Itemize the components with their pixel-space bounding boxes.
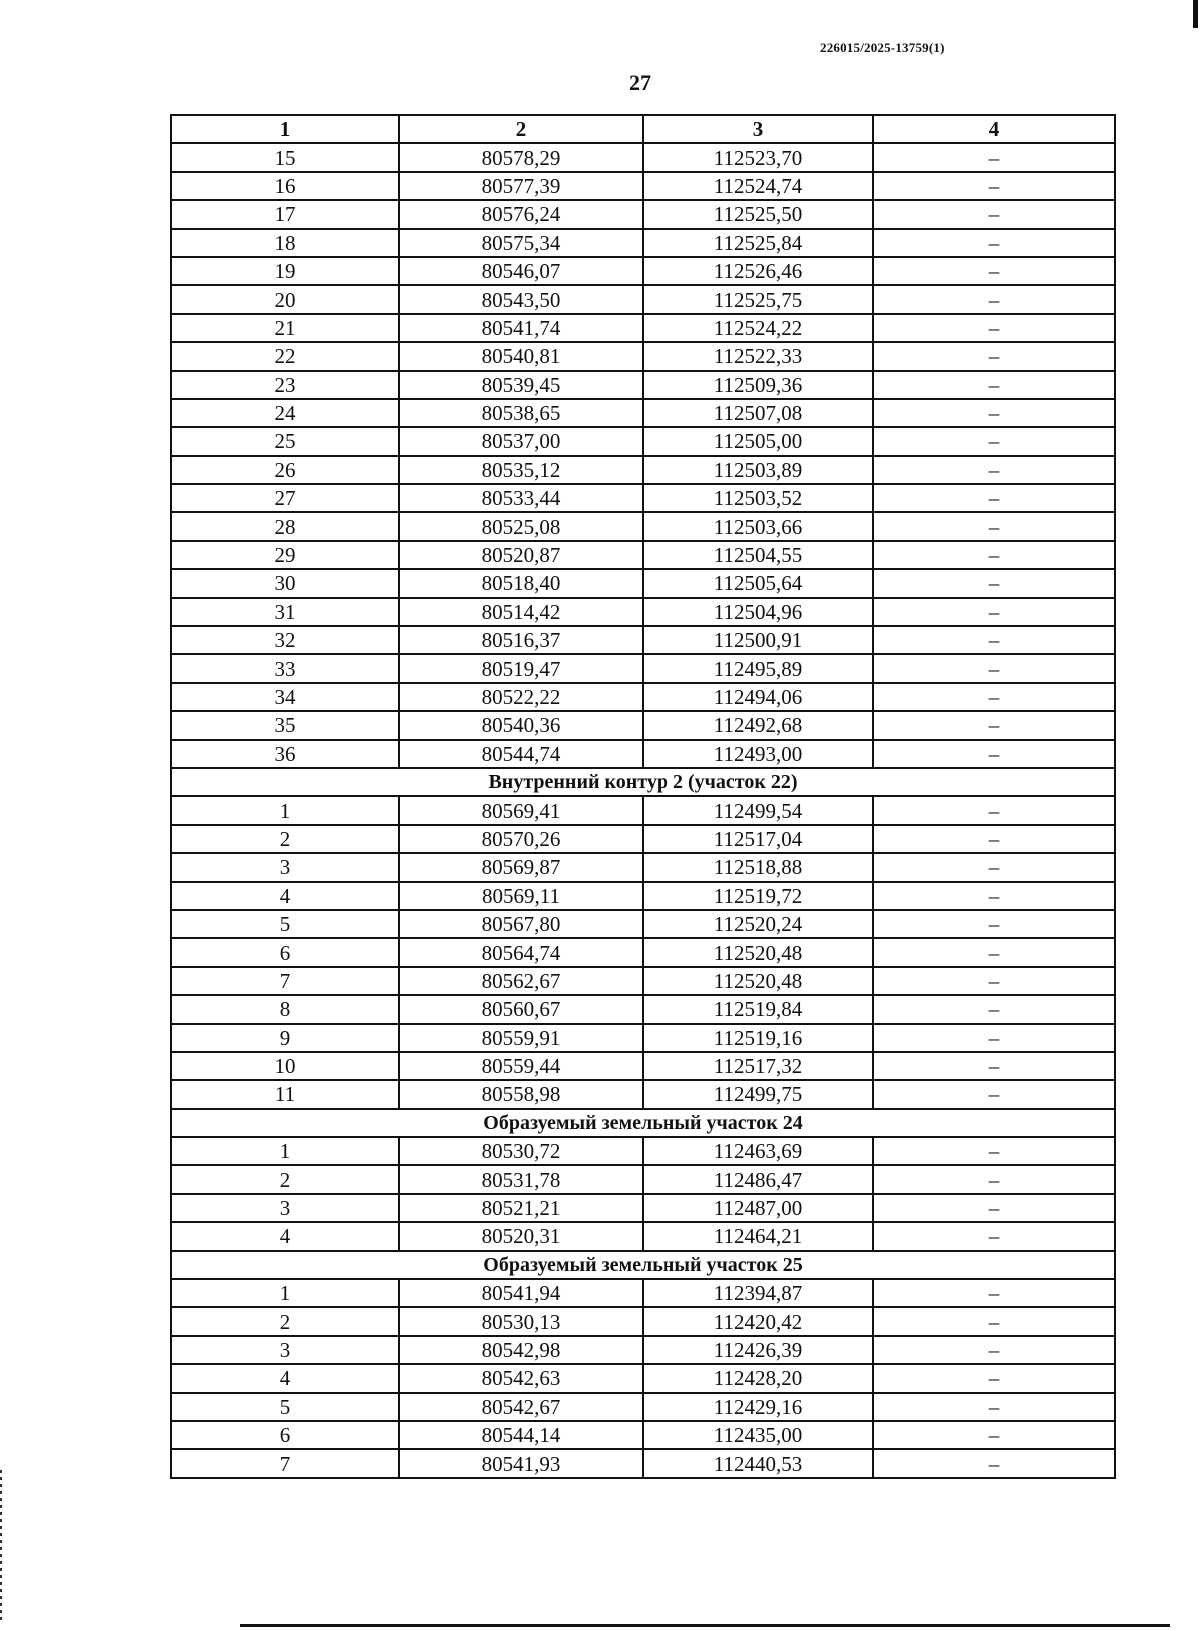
description-cell: – [873, 1137, 1115, 1165]
section-heading: Внутренний контур 2 (участок 22) [171, 768, 1115, 796]
table-row [171, 853, 1115, 881]
table-row [171, 456, 1115, 484]
point-number-cell: 18 [171, 229, 399, 257]
table-row [171, 711, 1115, 739]
y-coordinate-cell: 112500,91 [643, 626, 873, 654]
point-number-cell: 31 [171, 598, 399, 626]
x-coordinate-cell: 80525,08 [399, 512, 643, 540]
point-number-cell: 5 [171, 1393, 399, 1421]
description-cell: – [873, 427, 1115, 455]
point-number-cell: 2 [171, 825, 399, 853]
document-registration-number: 226015/2025-13759(1) [820, 40, 945, 55]
description-cell: – [873, 825, 1115, 853]
point-number-cell: 34 [171, 683, 399, 711]
x-coordinate-cell: 80542,98 [399, 1336, 643, 1364]
description-cell: – [873, 967, 1115, 995]
y-coordinate-cell: 112520,48 [643, 938, 873, 966]
table-row [171, 1336, 1115, 1364]
y-coordinate-cell: 112505,00 [643, 427, 873, 455]
point-number-cell: 20 [171, 285, 399, 313]
point-number-cell: 30 [171, 569, 399, 597]
y-coordinate-cell: 112523,70 [643, 143, 873, 171]
column-header-x: 2 [399, 115, 643, 143]
point-number-cell: 11 [171, 1080, 399, 1108]
description-cell: – [873, 1307, 1115, 1335]
scan-right-edge-mark [1193, 0, 1198, 28]
y-coordinate-cell: 112463,69 [643, 1137, 873, 1165]
description-cell: – [873, 995, 1115, 1023]
point-number-cell: 19 [171, 257, 399, 285]
y-coordinate-cell: 112429,16 [643, 1393, 873, 1421]
x-coordinate-cell: 80518,40 [399, 569, 643, 597]
x-coordinate-cell: 80558,98 [399, 1080, 643, 1108]
x-coordinate-cell: 80559,44 [399, 1052, 643, 1080]
table-row [171, 683, 1115, 711]
y-coordinate-cell: 112519,72 [643, 882, 873, 910]
description-cell: – [873, 1222, 1115, 1250]
y-coordinate-cell: 112503,66 [643, 512, 873, 540]
description-cell: – [873, 938, 1115, 966]
y-coordinate-cell: 112517,32 [643, 1052, 873, 1080]
table-row [171, 200, 1115, 228]
description-cell: – [873, 257, 1115, 285]
description-cell: – [873, 1449, 1115, 1477]
description-cell: – [873, 314, 1115, 342]
x-coordinate-cell: 80530,13 [399, 1307, 643, 1335]
point-number-cell: 16 [171, 172, 399, 200]
x-coordinate-cell: 80567,80 [399, 910, 643, 938]
description-cell: – [873, 1279, 1115, 1307]
point-number-cell: 2 [171, 1307, 399, 1335]
y-coordinate-cell: 112517,04 [643, 825, 873, 853]
description-cell: – [873, 172, 1115, 200]
description-cell: – [873, 1080, 1115, 1108]
point-number-cell: 6 [171, 938, 399, 966]
column-header-y: 3 [643, 115, 873, 143]
point-number-cell: 4 [171, 882, 399, 910]
section-heading-row [171, 1109, 1115, 1137]
x-coordinate-cell: 80543,50 [399, 285, 643, 313]
y-coordinate-cell: 112492,68 [643, 711, 873, 739]
point-number-cell: 25 [171, 427, 399, 455]
description-cell: – [873, 229, 1115, 257]
table-row [171, 1307, 1115, 1335]
x-coordinate-cell: 80535,12 [399, 456, 643, 484]
y-coordinate-cell: 112435,00 [643, 1421, 873, 1449]
y-coordinate-cell: 112505,64 [643, 569, 873, 597]
x-coordinate-cell: 80562,67 [399, 967, 643, 995]
description-cell: – [873, 456, 1115, 484]
y-coordinate-cell: 112526,46 [643, 257, 873, 285]
description-cell: – [873, 1393, 1115, 1421]
column-header-description: 4 [873, 115, 1115, 143]
point-number-cell: 5 [171, 910, 399, 938]
point-number-cell: 4 [171, 1222, 399, 1250]
y-coordinate-cell: 112522,33 [643, 342, 873, 370]
table-row [171, 825, 1115, 853]
point-number-cell: 21 [171, 314, 399, 342]
point-number-cell: 36 [171, 740, 399, 768]
description-cell: – [873, 796, 1115, 824]
section-heading: Образуемый земельный участок 24 [171, 1109, 1115, 1137]
point-number-cell: 33 [171, 654, 399, 682]
table-row [171, 1024, 1115, 1052]
table-row [171, 796, 1115, 824]
table-row [171, 598, 1115, 626]
section-heading: Образуемый земельный участок 25 [171, 1251, 1115, 1279]
y-coordinate-cell: 112494,06 [643, 683, 873, 711]
point-number-cell: 1 [171, 1137, 399, 1165]
table-row [171, 371, 1115, 399]
point-number-cell: 22 [171, 342, 399, 370]
x-coordinate-cell: 80569,11 [399, 882, 643, 910]
table-row [171, 172, 1115, 200]
x-coordinate-cell: 80559,91 [399, 1024, 643, 1052]
table-row [171, 910, 1115, 938]
table-row [171, 995, 1115, 1023]
description-cell: – [873, 569, 1115, 597]
x-coordinate-cell: 80531,78 [399, 1165, 643, 1193]
description-cell: – [873, 484, 1115, 512]
point-number-cell: 29 [171, 541, 399, 569]
y-coordinate-cell: 112520,24 [643, 910, 873, 938]
x-coordinate-cell: 80522,22 [399, 683, 643, 711]
point-number-cell: 3 [171, 1194, 399, 1222]
column-header-point-number: 1 [171, 115, 399, 143]
y-coordinate-cell: 112440,53 [643, 1449, 873, 1477]
x-coordinate-cell: 80541,74 [399, 314, 643, 342]
x-coordinate-cell: 80541,94 [399, 1279, 643, 1307]
table-row [171, 626, 1115, 654]
description-cell: – [873, 1194, 1115, 1222]
y-coordinate-cell: 112504,96 [643, 598, 873, 626]
x-coordinate-cell: 80575,34 [399, 229, 643, 257]
x-coordinate-cell: 80539,45 [399, 371, 643, 399]
y-coordinate-cell: 112420,42 [643, 1307, 873, 1335]
section-heading-row [171, 768, 1115, 796]
point-number-cell: 3 [171, 1336, 399, 1364]
table-row [171, 1165, 1115, 1193]
x-coordinate-cell: 80520,31 [399, 1222, 643, 1250]
table-row [171, 484, 1115, 512]
y-coordinate-cell: 112518,88 [643, 853, 873, 881]
point-number-cell: 1 [171, 1279, 399, 1307]
point-number-cell: 35 [171, 711, 399, 739]
table-row [171, 1222, 1115, 1250]
table-row [171, 1279, 1115, 1307]
point-number-cell: 4 [171, 1364, 399, 1392]
y-coordinate-cell: 112509,36 [643, 371, 873, 399]
table-row [171, 399, 1115, 427]
description-cell: – [873, 1052, 1115, 1080]
table-row [171, 427, 1115, 455]
y-coordinate-cell: 112464,21 [643, 1222, 873, 1250]
description-cell: – [873, 626, 1115, 654]
coordinates-table [170, 114, 1116, 1479]
point-number-cell: 28 [171, 512, 399, 540]
point-number-cell: 6 [171, 1421, 399, 1449]
y-coordinate-cell: 112519,84 [643, 995, 873, 1023]
description-cell: – [873, 683, 1115, 711]
x-coordinate-cell: 80514,42 [399, 598, 643, 626]
point-number-cell: 27 [171, 484, 399, 512]
description-cell: – [873, 541, 1115, 569]
y-coordinate-cell: 112524,22 [643, 314, 873, 342]
y-coordinate-cell: 112525,84 [643, 229, 873, 257]
table-row [171, 967, 1115, 995]
description-cell: – [873, 342, 1115, 370]
y-coordinate-cell: 112519,16 [643, 1024, 873, 1052]
point-number-cell: 8 [171, 995, 399, 1023]
y-coordinate-cell: 112493,00 [643, 740, 873, 768]
y-coordinate-cell: 112525,75 [643, 285, 873, 313]
x-coordinate-cell: 80577,39 [399, 172, 643, 200]
y-coordinate-cell: 112495,89 [643, 654, 873, 682]
x-coordinate-cell: 80516,37 [399, 626, 643, 654]
x-coordinate-cell: 80569,87 [399, 853, 643, 881]
x-coordinate-cell: 80520,87 [399, 541, 643, 569]
x-coordinate-cell: 80521,21 [399, 1194, 643, 1222]
x-coordinate-cell: 80564,74 [399, 938, 643, 966]
table-row [171, 1052, 1115, 1080]
point-number-cell: 9 [171, 1024, 399, 1052]
description-cell: – [873, 882, 1115, 910]
y-coordinate-cell: 112524,74 [643, 172, 873, 200]
description-cell: – [873, 143, 1115, 171]
description-cell: – [873, 1364, 1115, 1392]
y-coordinate-cell: 112499,54 [643, 796, 873, 824]
table-row [171, 541, 1115, 569]
table-row [171, 143, 1115, 171]
table-row [171, 229, 1115, 257]
x-coordinate-cell: 80578,29 [399, 143, 643, 171]
description-cell: – [873, 598, 1115, 626]
y-coordinate-cell: 112486,47 [643, 1165, 873, 1193]
point-number-cell: 3 [171, 853, 399, 881]
x-coordinate-cell: 80544,74 [399, 740, 643, 768]
x-coordinate-cell: 80576,24 [399, 200, 643, 228]
table-header-row [171, 115, 1115, 143]
description-cell: – [873, 1165, 1115, 1193]
table-row [171, 1421, 1115, 1449]
table-row [171, 512, 1115, 540]
table-row [171, 1137, 1115, 1165]
description-cell: – [873, 399, 1115, 427]
description-cell: – [873, 910, 1115, 938]
point-number-cell: 26 [171, 456, 399, 484]
description-cell: – [873, 200, 1115, 228]
table-row [171, 1364, 1115, 1392]
x-coordinate-cell: 80542,67 [399, 1393, 643, 1421]
x-coordinate-cell: 80544,14 [399, 1421, 643, 1449]
point-number-cell: 32 [171, 626, 399, 654]
table-row [171, 1194, 1115, 1222]
description-cell: – [873, 711, 1115, 739]
point-number-cell: 17 [171, 200, 399, 228]
table-row [171, 1393, 1115, 1421]
x-coordinate-cell: 80540,36 [399, 711, 643, 739]
x-coordinate-cell: 80546,07 [399, 257, 643, 285]
table-row [171, 740, 1115, 768]
table-row [171, 257, 1115, 285]
point-number-cell: 2 [171, 1165, 399, 1193]
x-coordinate-cell: 80537,00 [399, 427, 643, 455]
y-coordinate-cell: 112525,50 [643, 200, 873, 228]
point-number-cell: 23 [171, 371, 399, 399]
table-row [171, 314, 1115, 342]
table-row [171, 1449, 1115, 1477]
y-coordinate-cell: 112520,48 [643, 967, 873, 995]
y-coordinate-cell: 112428,20 [643, 1364, 873, 1392]
description-cell: – [873, 853, 1115, 881]
table-row [171, 938, 1115, 966]
x-coordinate-cell: 80569,41 [399, 796, 643, 824]
description-cell: – [873, 285, 1115, 313]
x-coordinate-cell: 80540,81 [399, 342, 643, 370]
y-coordinate-cell: 112426,39 [643, 1336, 873, 1364]
y-coordinate-cell: 112503,89 [643, 456, 873, 484]
page-number: 27 [629, 70, 651, 95]
point-number-cell: 7 [171, 967, 399, 995]
description-cell: – [873, 371, 1115, 399]
y-coordinate-cell: 112503,52 [643, 484, 873, 512]
x-coordinate-cell: 80533,44 [399, 484, 643, 512]
x-coordinate-cell: 80519,47 [399, 654, 643, 682]
table-row [171, 342, 1115, 370]
y-coordinate-cell: 112487,00 [643, 1194, 873, 1222]
table-body [171, 143, 1115, 1477]
table-row [171, 882, 1115, 910]
x-coordinate-cell: 80538,65 [399, 399, 643, 427]
x-coordinate-cell: 80541,93 [399, 1449, 643, 1477]
point-number-cell: 24 [171, 399, 399, 427]
point-number-cell: 15 [171, 143, 399, 171]
y-coordinate-cell: 112499,75 [643, 1080, 873, 1108]
description-cell: – [873, 512, 1115, 540]
description-cell: – [873, 740, 1115, 768]
point-number-cell: 10 [171, 1052, 399, 1080]
table-row [171, 569, 1115, 597]
y-coordinate-cell: 112507,08 [643, 399, 873, 427]
table-row [171, 285, 1115, 313]
description-cell: – [873, 1421, 1115, 1449]
y-coordinate-cell: 112504,55 [643, 541, 873, 569]
point-number-cell: 1 [171, 796, 399, 824]
x-coordinate-cell: 80542,63 [399, 1364, 643, 1392]
table-row [171, 1080, 1115, 1108]
x-coordinate-cell: 80560,67 [399, 995, 643, 1023]
description-cell: – [873, 1024, 1115, 1052]
description-cell: – [873, 1336, 1115, 1364]
point-number-cell: 7 [171, 1449, 399, 1477]
table-row [171, 654, 1115, 682]
x-coordinate-cell: 80530,72 [399, 1137, 643, 1165]
x-coordinate-cell: 80570,26 [399, 825, 643, 853]
description-cell: – [873, 654, 1115, 682]
y-coordinate-cell: 112394,87 [643, 1279, 873, 1307]
section-heading-row [171, 1251, 1115, 1279]
scan-bottom-edge [240, 1624, 1170, 1627]
scan-left-edge-mark [0, 1470, 2, 1620]
